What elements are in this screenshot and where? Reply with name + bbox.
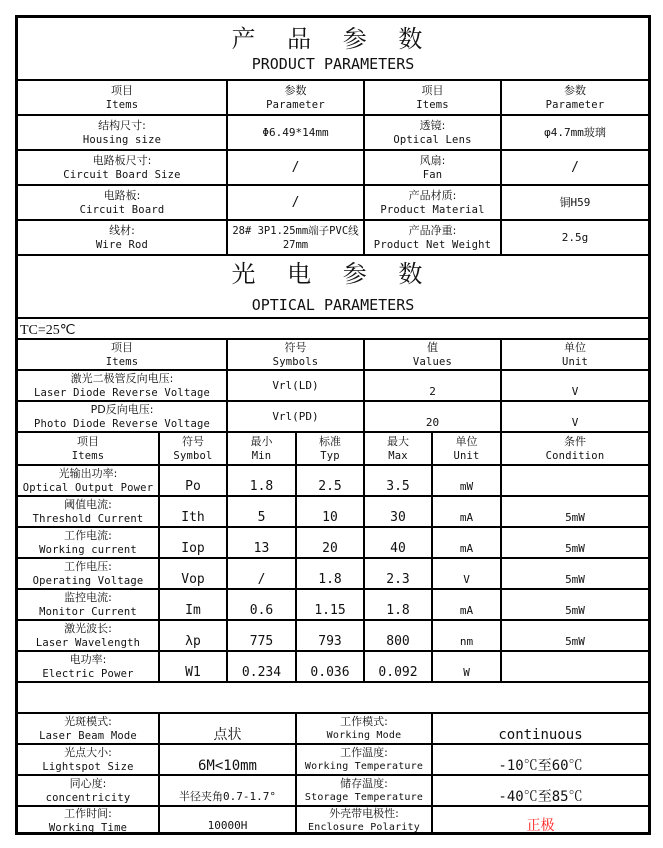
item-label: 产品材质: Product Material	[363, 186, 500, 219]
test-condition: TC=25℃	[20, 323, 76, 338]
unit: V	[431, 559, 500, 588]
item-label: 工作电压: Operating Voltage	[32, 559, 144, 587]
header-items: 项目 Items	[105, 83, 139, 111]
typ-value: 2.5	[295, 466, 363, 495]
unit: W	[431, 652, 500, 681]
table-row	[18, 526, 648, 557]
item-label: 监控电流: Monitor Current	[39, 590, 137, 618]
symbol: Po	[158, 466, 226, 495]
blank-cell	[18, 683, 648, 712]
unit: V	[500, 402, 648, 431]
table-row	[18, 114, 648, 149]
optical-title-zh: 光 电 参 数	[231, 259, 435, 288]
item-label: 储存温度: Storage Temperature	[295, 776, 431, 805]
max-value: 2.3	[363, 559, 431, 588]
item-value: 半径夹角0.7-1.7°	[158, 776, 295, 805]
min-value: 13	[226, 528, 295, 557]
item-label: 工作温度: Working Temperature	[295, 745, 431, 774]
optical-title-row	[18, 254, 648, 317]
item-label: 光点大小: Lightspot Size	[42, 745, 134, 773]
item-label: 外壳带电极性: Enclosure Polarity	[295, 807, 431, 834]
unit: nm	[431, 621, 500, 650]
item-label: 同心度: concentricity	[45, 776, 131, 804]
symbol: Vop	[158, 559, 226, 588]
table-row	[18, 557, 648, 588]
optical-title-en: OPTICAL PARAMETERS	[251, 295, 415, 314]
table-row	[18, 495, 648, 526]
header-min: 最小 Min	[226, 433, 295, 464]
item-label: 线材: Wire Rod	[95, 223, 149, 251]
condition: 5mW	[500, 528, 648, 557]
item-value: 点状	[158, 714, 295, 743]
symbol: Vrl(LD)	[226, 371, 363, 400]
header-items: 项目 Items	[71, 434, 105, 462]
item-value: Φ6.49*14mm	[226, 116, 363, 149]
unit: mA	[431, 590, 500, 619]
blank-row	[18, 681, 648, 712]
header-max: 最大 Max	[363, 433, 431, 464]
item-value: 6M<10mm	[158, 745, 295, 774]
header-symbols: 符号 Symbols	[226, 340, 363, 369]
item-label: 光斑模式: Laser Beam Mode	[39, 714, 137, 742]
table-row	[18, 464, 648, 495]
min-value: 0.6	[226, 590, 295, 619]
item-label: PD反向电压: Photo Diode Reverse Voltage	[33, 402, 211, 430]
item-label: 光输出功率: Optical Output Power	[22, 466, 154, 494]
item-label: 透镜: Optical Lens	[363, 116, 500, 149]
header-unit: 单位 Unit	[431, 433, 500, 464]
table-row	[18, 774, 648, 805]
header-unit: 单位 Unit	[500, 340, 648, 369]
table-row	[18, 219, 648, 254]
max-value: 30	[363, 497, 431, 526]
table-row	[18, 184, 648, 219]
optical-title	[18, 256, 648, 317]
reverse-header-row	[18, 338, 648, 369]
typ-value: 20	[295, 528, 363, 557]
table-row	[18, 400, 648, 431]
condition	[500, 652, 648, 681]
product-title	[18, 18, 648, 79]
min-value: /	[226, 559, 295, 588]
product-title-row	[18, 18, 648, 79]
item-label: 风扇: Fan	[363, 151, 500, 184]
product-header-row	[18, 79, 648, 114]
condition: 5mW	[500, 621, 648, 650]
item-value: φ4.7mm玻璃	[500, 116, 648, 149]
min-value: 5	[226, 497, 295, 526]
item-label: 激光波长: Laser Wavelength	[35, 621, 141, 649]
item-value: 28# 3P1.25mm端子PVC线27mm	[226, 221, 363, 254]
max-value: 40	[363, 528, 431, 557]
max-value: 0.092	[363, 652, 431, 681]
item-label: 产品净重: Product Net Weight	[363, 221, 500, 254]
min-value: 0.234	[226, 652, 295, 681]
header-items: 项目 Items	[363, 81, 500, 114]
value: 2	[363, 371, 500, 400]
item-value: 10000H	[158, 807, 295, 834]
item-label: 激光二极管反向电压: Laser Diode Reverse Voltage	[33, 371, 211, 399]
product-title-zh: 产 品 参 数	[231, 24, 435, 53]
condition	[500, 466, 648, 495]
item-label: 阈值电流: Threshold Current	[32, 497, 144, 525]
symbol: Vrl(PD)	[226, 402, 363, 431]
item-value: continuous	[431, 714, 648, 743]
symbol: λp	[158, 621, 226, 650]
header-items: 项目 Items	[105, 340, 139, 368]
header-typ: 标准 Typ	[295, 433, 363, 464]
item-label: 结构尺寸: Housing size	[82, 118, 162, 146]
min-value: 1.8	[226, 466, 295, 495]
condition-row	[18, 317, 648, 338]
header-parameter: 参数 Parameter	[500, 81, 648, 114]
symbol: Ith	[158, 497, 226, 526]
item-value: -40℃至85℃	[431, 776, 648, 805]
table-row	[18, 619, 648, 650]
unit: V	[500, 371, 648, 400]
max-value: 3.5	[363, 466, 431, 495]
item-label: 电路板: Circuit Board	[79, 188, 165, 216]
table-row	[18, 805, 648, 834]
header-symbol: 符号 Symbol	[158, 433, 226, 464]
item-value: /	[226, 186, 363, 219]
item-label: 电功率: Electric Power	[42, 652, 134, 680]
optical-header-row	[18, 431, 648, 464]
typ-value: 793	[295, 621, 363, 650]
header-condition: 条件 Condition	[500, 433, 648, 464]
unit: mA	[431, 497, 500, 526]
typ-value: 0.036	[295, 652, 363, 681]
table-row	[18, 712, 648, 743]
header-values: 值 Values	[363, 340, 500, 369]
symbol: Im	[158, 590, 226, 619]
symbol: Iop	[158, 528, 226, 557]
min-value: 775	[226, 621, 295, 650]
item-label: 工作电流: Working current	[39, 528, 137, 556]
header-parameter: 参数 Parameter	[226, 81, 363, 114]
typ-value: 1.8	[295, 559, 363, 588]
typ-value: 1.15	[295, 590, 363, 619]
max-value: 1.8	[363, 590, 431, 619]
item-label: 电路板尺寸: Circuit Board Size	[63, 153, 181, 181]
table-row	[18, 149, 648, 184]
unit: mA	[431, 528, 500, 557]
max-value: 800	[363, 621, 431, 650]
table-row	[18, 588, 648, 619]
item-value: /	[226, 151, 363, 184]
typ-value: 10	[295, 497, 363, 526]
item-value: 铜H59	[500, 186, 648, 219]
item-label: 工作时间: Working Time	[48, 807, 128, 834]
value: 20	[363, 402, 500, 431]
item-value: 2.5g	[500, 221, 648, 254]
condition: 5mW	[500, 590, 648, 619]
table-row	[18, 650, 648, 681]
condition: 5mW	[500, 497, 648, 526]
spec-sheet	[15, 15, 651, 835]
unit: mW	[431, 466, 500, 495]
item-value: -10℃至60℃	[431, 745, 648, 774]
product-title-en: PRODUCT PARAMETERS	[251, 54, 415, 73]
symbol: W1	[158, 652, 226, 681]
table-row	[18, 743, 648, 774]
item-label: 工作模式: Working Mode	[295, 714, 431, 743]
polarity-value: 正极	[431, 807, 648, 834]
item-value: /	[500, 151, 648, 184]
table-row	[18, 369, 648, 400]
condition: 5mW	[500, 559, 648, 588]
